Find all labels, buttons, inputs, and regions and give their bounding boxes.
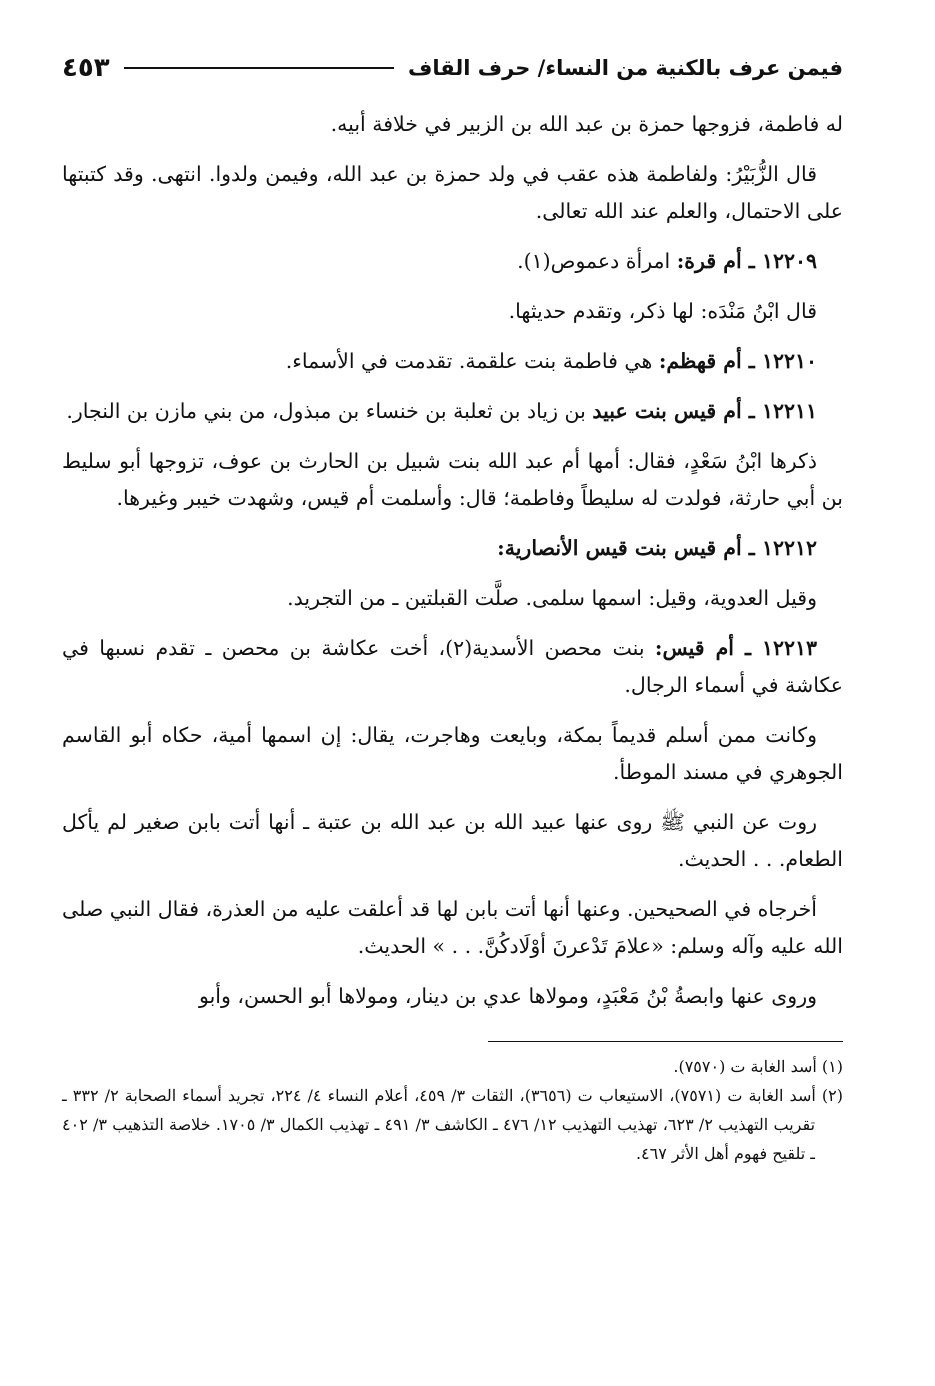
main-text xyxy=(62,106,843,1015)
entry-paragraph: ١٢٢١٠ ـ أم قهظم: هي فاطمة بنت علقمة. تقدمت في الأسماء. xyxy=(285,349,817,373)
entry-paragraph: ١٢٢١٣ ـ أم قيس: بنت محصن الأسدية(٢)، أخت عكاشة بن محصن ـ تقدم نسبها في عكاشة في أسماء الرجال. xyxy=(62,636,843,697)
entry-heading: ١٢٢٠٩ ـ أم قرة: xyxy=(676,249,817,273)
footnote: (٢) أسد الغابة ت (٧٥٧١)، الاستيعاب ت (٣٦٥٦)، الثقات ٣/ ٤٥٩، أعلام النساء ٤/ ٢٢٤، تجريد أسماء الصحابة ٢/ ٣٣٢ ـ تقريب التهذيب ٢/ ٦٢٣، تهذيب التهذيب ١٢/ ٤٧٦ ـ الكاشف ٣/ ٤٩١ ـ تهذيب الكمال ٣/ ١٧٠٥. خلاصة التذهيب ٣/ ٤٠٢ ـ تلقيح فهوم أهل الأثر ٤٦٧. xyxy=(62,1086,843,1163)
entry-paragraph: ١٢٢١١ ـ أم قيس بنت عبيد بن زياد بن ثعلبة بن خنساء بن مبذول، من بني مازن بن النجار. xyxy=(66,399,817,423)
running-header xyxy=(62,48,843,88)
paragraph: ذكرها ابْنُ سَعْدٍ، فقال: أمها أم عبد الله بنت شبيل بن الحارث بن عوف، تزوجها أبو سليط بن أبي حارثة، فولدت له سليطاً وفاطمة؛ قال: وأسلمت أم قيس، وشهدت خيبر وغيرها. xyxy=(62,449,843,510)
header-rule xyxy=(124,67,394,69)
paragraph: وكانت ممن أسلم قديماً بمكة، وبايعت وهاجرت، يقال: إن اسمها أمية، حكاه أبو القاسم الجوهري في مسند الموطأ. xyxy=(62,723,843,784)
entry-paragraph: ١٢٢٠٩ ـ أم قرة: امرأة دعموص(١). xyxy=(517,249,817,273)
footnote-separator xyxy=(488,1041,843,1042)
running-header-title: فيمن عرف بالكنية من النساء/ حرف القاف xyxy=(407,56,843,80)
entry-heading: ١٢٢١٠ ـ أم قهظم: xyxy=(658,349,817,373)
entry-heading: ١٢٢١٣ ـ أم قيس: xyxy=(654,636,817,660)
entry-heading: ١٢٢١٢ ـ أم قيس بنت قيس الأنصارية: xyxy=(497,536,817,560)
book-page xyxy=(62,48,843,1366)
paragraph: وروى عنها وابصةُ بْنُ مَعْبَدٍ، ومولاها عدي بن دينار، ومولاها أبو الحسن، وأبو xyxy=(198,984,817,1008)
paragraph: وقيل العدوية، وقيل: اسمها سلمى. صلَّت القبلتين ـ من التجريد. xyxy=(287,586,817,610)
entry-paragraph xyxy=(62,530,843,567)
paragraph: قال الزُّبَيْرُ: ولفاطمة هذه عقب في ولد حمزة بن عبد الله، وفيمن ولدوا. انتهى. وقد كتبتها على الاحتمال، والعلم عند الله تعالى. xyxy=(62,162,843,223)
entry-heading: ١٢٢١١ ـ أم قيس بنت عبيد xyxy=(592,399,817,423)
paragraph: قال ابْنُ مَنْدَه: لها ذكر، وتقدم حديثها. xyxy=(508,299,817,323)
footnote: (١) أسد الغابة ت (٧٥٧٠). xyxy=(673,1057,843,1076)
paragraph: روت عن النبي ﷺ روى عنها عبيد الله بن عبد الله بن عتبة ـ أنها أتت بابن صغير لم يأكل الطعام. . . الحديث. xyxy=(62,810,843,871)
page-number: ٤٥٣ xyxy=(62,53,110,83)
footnotes xyxy=(62,1052,843,1168)
paragraph: له فاطمة، فزوجها حمزة بن عبد الله بن الزبير في خلافة أبيه. xyxy=(330,112,843,136)
paragraph: أخرجاه في الصحيحين. وعنها أنها أتت بابن لها قد أعلقت عليه من العذرة، فقال النبي صلى الله عليه وآله وسلم: «علامَ تَدْعرنَ أوْلَادكُنَّ. . . » الحديث. xyxy=(62,897,843,958)
